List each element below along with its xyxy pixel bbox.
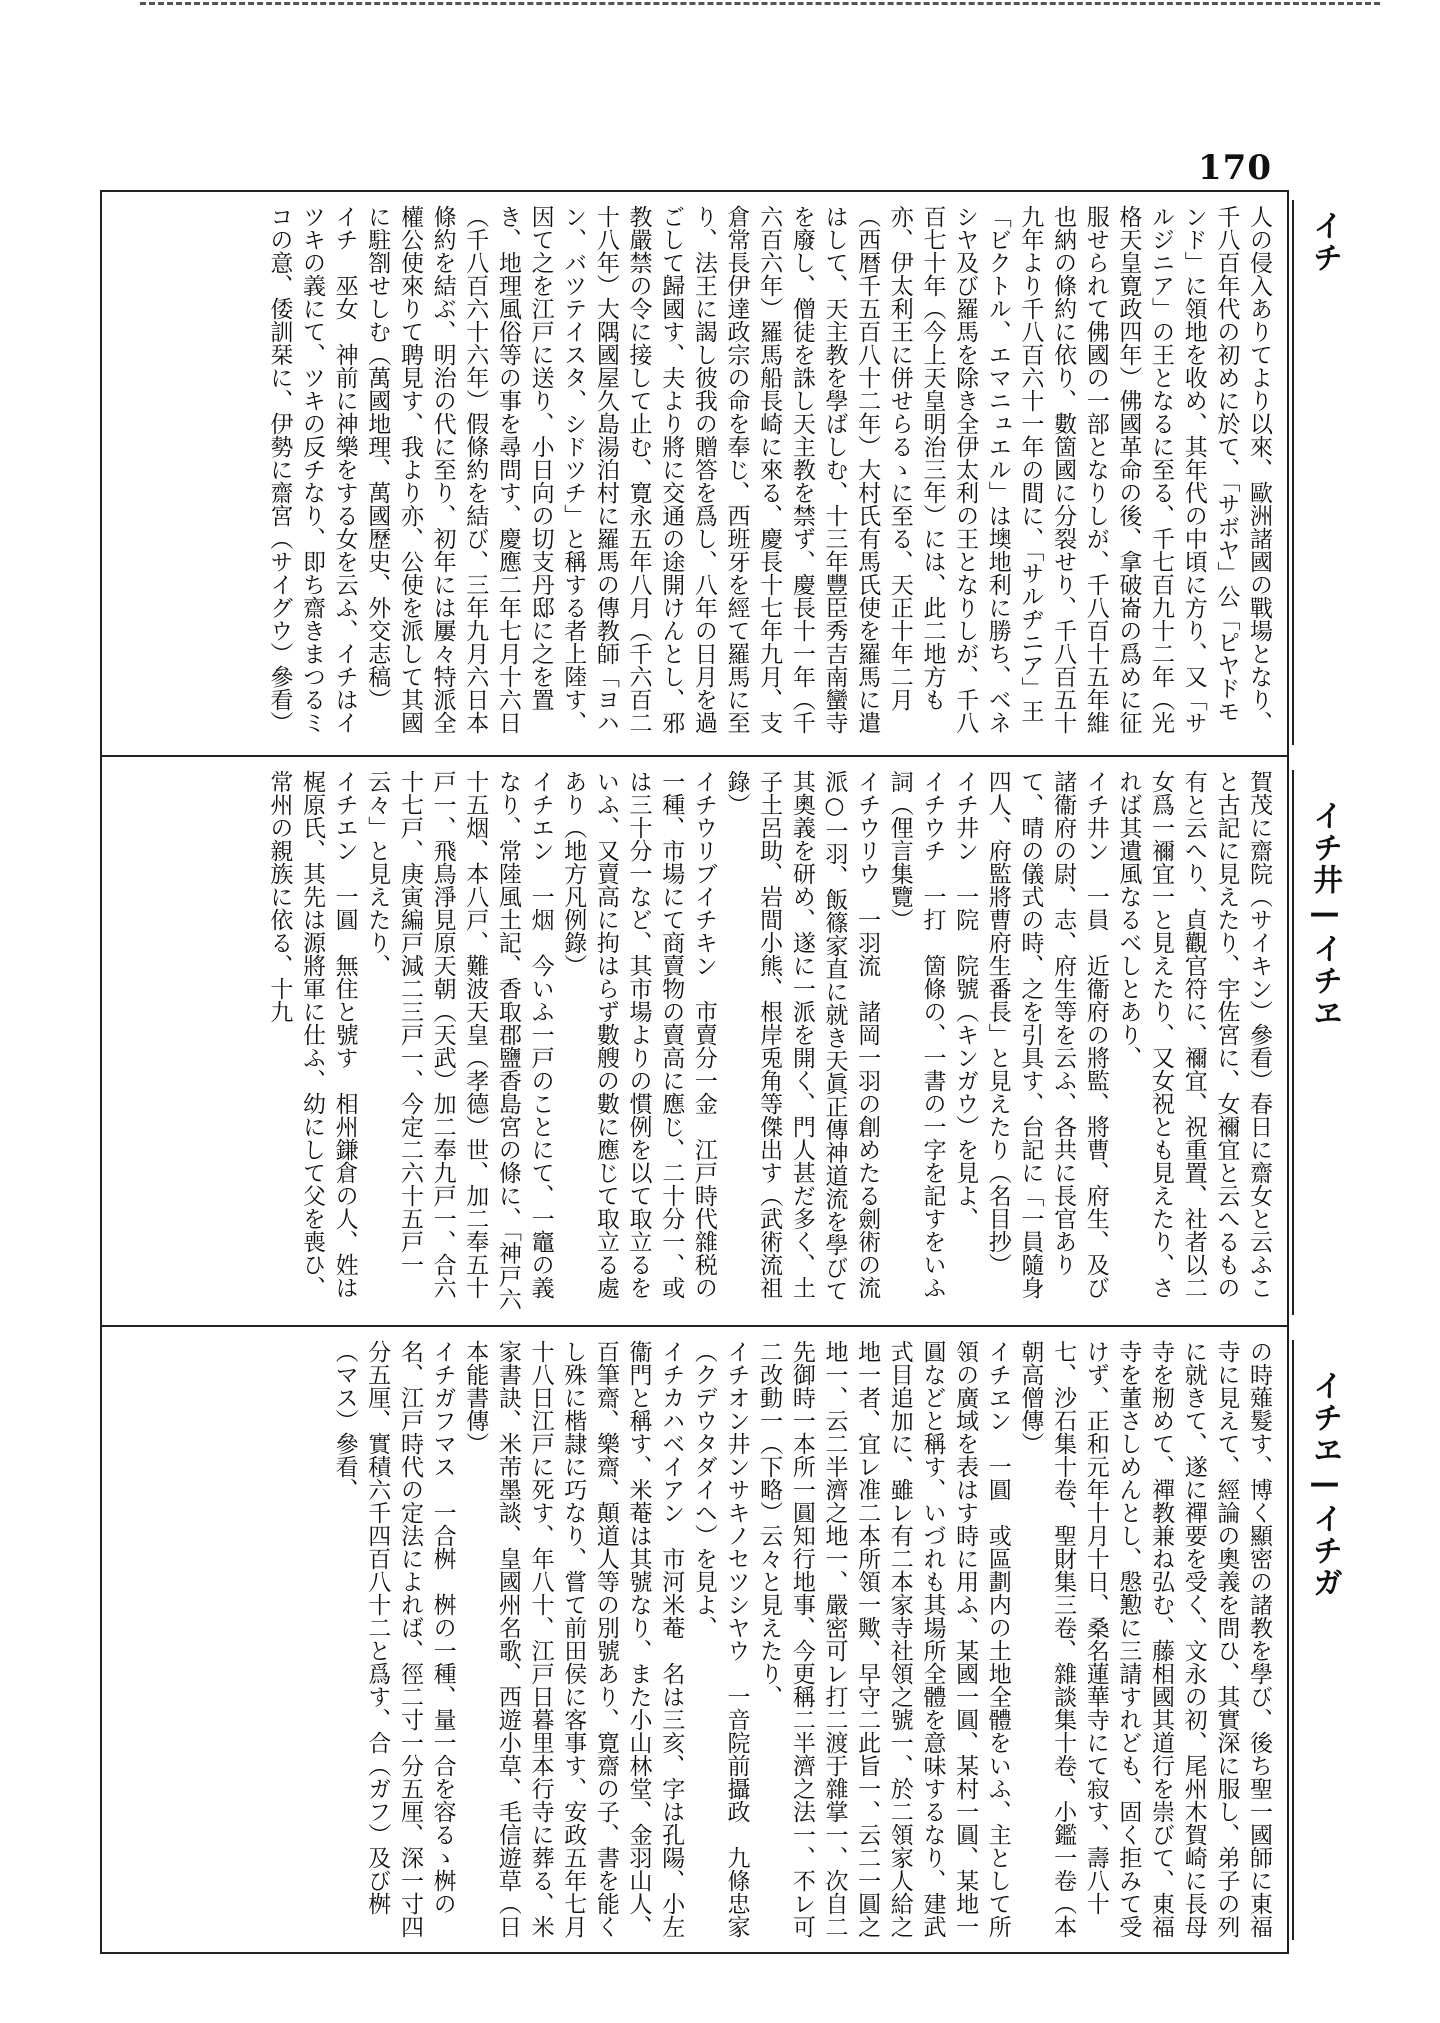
- entry-continuation: の時薙髮す、博く顯密の諸教を學び、後ち聖一國師に東福寺に見えて、經論の奧義を問ひ、其實深に服し、弟子の列に就きて、遂に禪要を受く、文永の初、尾州木賀崎に長母寺を剏めて、禪教兼ね弘む、藤相國其道行を崇びて、東福寺を董さしめんとし、慇懃に三請すれども、固く拒みて受けず、正和元年十月十日、桑名蓮華寺にて寂す、壽八十七、沙石集十卷、聖財集三卷、雜談集十卷、小鑑一卷（本朝高僧傳）: [1017, 1340, 1272, 1938]
- top-border-line: [140, 2, 1380, 5]
- guide-word-middle: イチ井—イチヱ: [1307, 800, 1342, 1029]
- entry-ichioninsakinosesshou: イチオン井ンサキノセツシヤウ 一音院前攝政 九條忠家（クデウタダイヘ）を見よ、: [690, 1340, 750, 1938]
- entry-ichiuchi: イチウチ 一打 箇條の、一書の一字を記すをいふ詞（俚言集覽）: [886, 770, 946, 1299]
- section-divider-lower: [100, 1325, 1287, 1327]
- entry-ichiin-in: イチ井ン 一院 院號（キンガウ）を見よ、: [952, 770, 979, 1230]
- section-bottom: [115, 1340, 1275, 1940]
- entry-ichikawabeian: イチカハベイアン 市河米菴 名は三亥、字は孔陽、小左衞門と稱す、米菴は其號なり、また小山林堂、金羽山人、百筆齋、樂齋、顛道人等の別號あり、寛齋の子、書を能くし殊に楷隷に巧なり、嘗て前田侯に客事す、安政五年七月十八日江戸に死す、年八十、江戸日暮里本行寺に葬る、米家書訣、米芾墨談、皇國州名歌、西遊小草、毛信遊草（日本能書傳）: [462, 1340, 685, 1938]
- section-top: [115, 205, 1275, 745]
- page-number: 170: [1198, 148, 1272, 188]
- section-middle: [115, 770, 1275, 1315]
- entry-ichiuryu: イチウリウ 一羽流 諸岡一羽の創めたる劍術の流派○一羽、飯篠家直に就き天眞正傳神道流を學びて其奧義を研め、遂に一派を開く、門人甚だ多く、土子土呂助、岩間小熊、根岸兎角等傑出す（武術流祖錄）: [723, 770, 881, 1302]
- guide-bracket-bottom: [1292, 1340, 1294, 1940]
- guide-word-bottom: イチヱ—イチガ: [1307, 1370, 1342, 1599]
- guide-word-top: イチ: [1307, 210, 1342, 274]
- guide-bracket-top: [1292, 200, 1294, 745]
- guide-bracket-middle: [1292, 770, 1294, 1315]
- entry-ichigoumasu: イチガフマス 一合桝 桝の一種、量一合を容るゝ桝の名、江戸時代の定法によれば、徑二寸一分五厘、深一寸四分五厘、實積六千四百八十二と爲す、合（ガフ）及び桝（マス）參看、: [331, 1340, 456, 1938]
- entry-ichien-kamado: イチエン 一烟 今いふ一戸のことにて、一竈の義なり、常陸風土記、香取郡鹽香島宮の條に、「神戸六十五烟、本八戸、難波天皇（孝德）世、加二奉五十戸一、飛鳥淨見原天朝（天武）加二奉九戸一、合六十七戸、庚寅編戸減二三戸一、今定二六十五戸一云々」と見えたり、: [364, 770, 554, 1311]
- entry-ichien-territory: イチヱン 一圓 或區劃内の土地全體をいふ、主として所領の廣域を表はす時に用ふ、某國一圓、某村一圓、某地一圓などと稱す、いづれも其場所全體を意味するなり、建武式目追加に、雖レ有二本家寺社領之號一、於二領家人給之地一者、宜レ准二本所領一歟、早守二此旨一、云二一圓之地一、云二半濟之地一、嚴密可レ打二渡于雜掌一、次自二先御時一本所一圓知行地事、今更稱二半濟之法一、不レ可二改動一（下略）云々と見えたり、: [756, 1340, 1011, 1938]
- section-divider-upper: [100, 755, 1287, 757]
- entry-continuation: 賀茂に齋院（サイキン）參看）春日に齋女と云ふこと古記に見えたり、宇佐宮に、女禰宜と云へるもの有と云へり、貞觀官符に、禰宜、祝重置、社者以二女爲一禰宜一と見えたり、又女祝とも見えたり、されば其遺風なるべしとあり、: [1115, 770, 1272, 1299]
- entry-ichiin-ichiin: イチ井ン 一員 近衞府の將監、將曹、府生、及び諸衞府の尉、志、府生等を云ふ、各共に長官ありて、晴の儀式の時、之を引具す、台記に「一員隨身四人、府監將曹府生番長」と見えたり（名目抄）: [984, 770, 1109, 1299]
- entry-ichien-mujyu: イチエン 一圓 無住と號す 相州鎌倉の人、姓は梶原氏、其先は源將軍に仕ふ、幼にして父を喪ひ、常州の親族に依る、十九: [266, 770, 358, 1299]
- entry-ichi-miko: イチ 巫女 神前に神樂をする女を云ふ、イチはイツキの義にて、ツキの反チなり、即ち齋きまつるミコの意、倭訓栞に、伊勢に齋宮（サイグウ）參看）: [266, 205, 358, 734]
- entry-ichiuributichikin: イチウリブイチキン 市賣分一金 江戸時代雜税の一種、市場にて商賣物の賣高に應じ、二十分一、或は三十分一など、其市場よりの慣例を以て取立るをいふ、又賣高に拘はらず數艘の數に應じて取立る處あり（地方凡例錄）: [560, 770, 717, 1299]
- entry-text: 人の侵入ありてより以來、歐洲諸國の戰場となり、千八百年代の初めに於て、「サボヤ」公「ピヤドモンド」に領地を收め、其年代の中頃に方り、又「サルジニア」の王となるに至る、千七百九十二年（光格天皇寛政四年）佛國革命の後、拿破崙の爲めに征服せられて佛國の一部となりしが、千八百十五年維也納の條約に依り、數箇國に分裂せり、千八百五十九年より千八百六十一年の間に、「サルヂニア」王「ビクトル、エマニュエル」は墺地利に勝ち、ベネシヤ及び羅馬を除き全伊太利の王となりしが、千八百七十年（今上天皇明治三年）には、此二地方も亦、伊太利王に併せらるゝに至る、天正十年二月（西暦千五百八十二年）大村氏有馬氏使を羅馬に遣はして、天主教を學ばしむ、十三年豐臣秀吉南蠻寺を廢し、僧徒を誅し天主教を禁ず、慶長十一年（千六百六年）羅馬船長崎に來る、慶長十七年九月、支倉常長伊達政宗の命を奉じ、西班牙を經て羅馬に至り、法王に謁し彼我の贈答を爲し、八年の日月を過ごして歸國す、夫より將に交通の途開けんとし、邪教嚴禁の令に接して止む、寛永五年八月（千六百二十八年）大隅國屋久島湯泊村に羅馬の傳教師「ヨハン、バツテイスタ、シドツチ」と稱する者上陸す、因て之を江戸に送り、小日向の切支丹邸に之を置き、地理風俗等の事を尋問す、慶應二年七月十六日（千八百六十六年）假條約を結び、三年九月六日本條約を結ぶ、明治の代に至り、初年には屢々特派全權公使來りて聘見す、我より亦、公使を派して其國に駐劄せしむ（萬國地理、萬國歷史、外交志稿）: [364, 205, 1272, 734]
